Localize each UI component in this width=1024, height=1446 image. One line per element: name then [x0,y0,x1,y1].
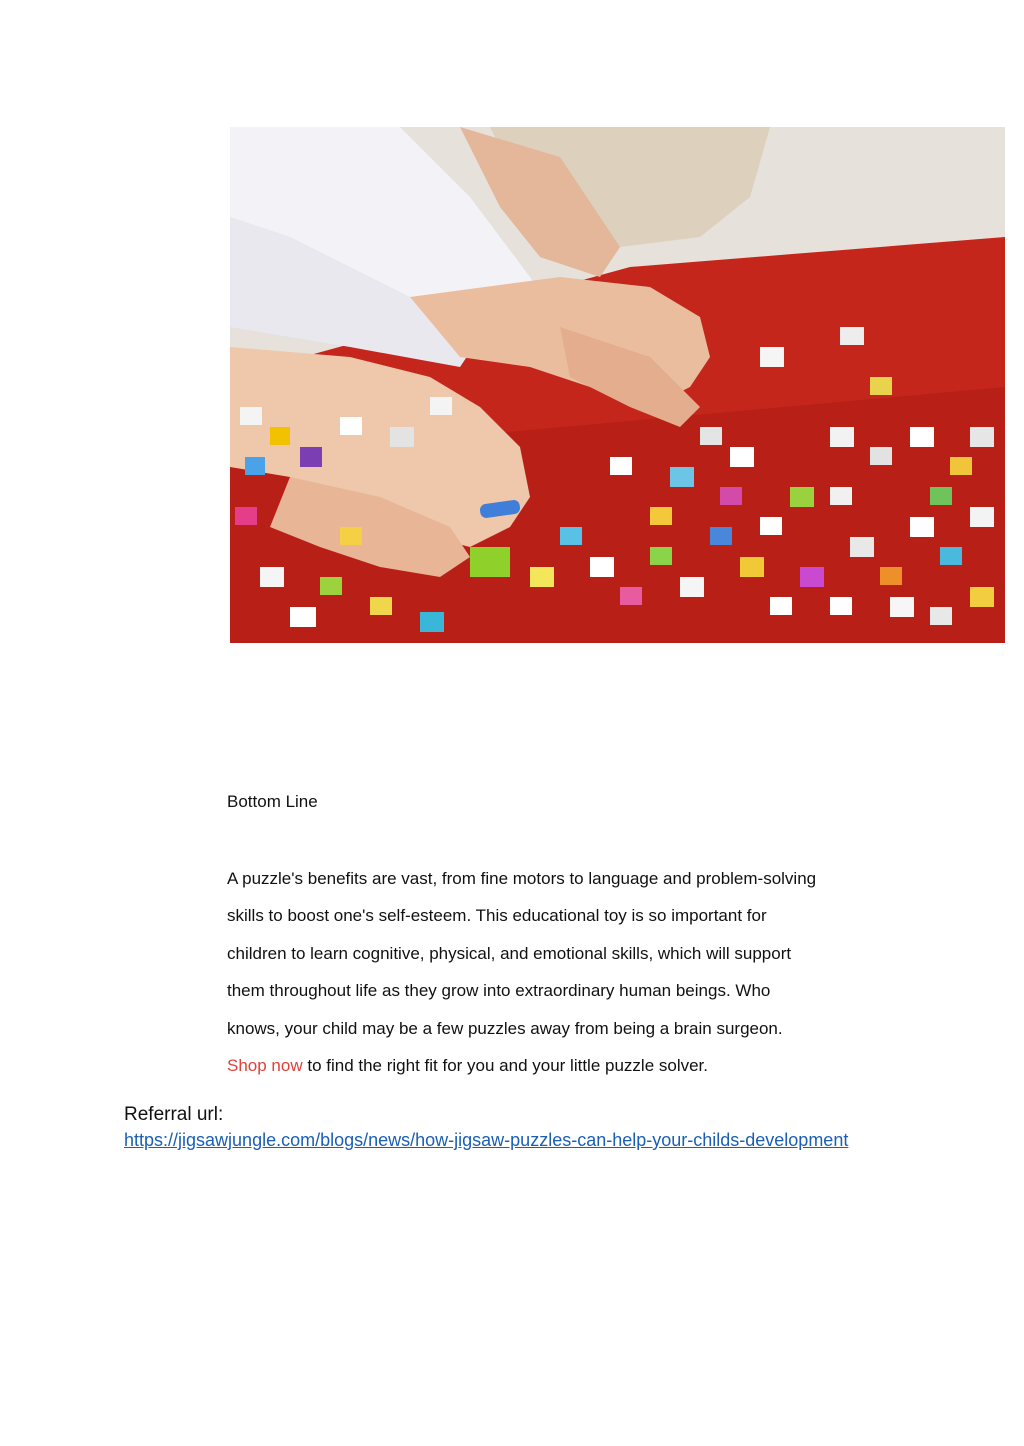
paragraph-line: knows, your child may be a few puzzles away from being a brain surgeon. [227,1018,783,1038]
paragraph-line: children to learn cognitive, physical, and emotional skills, which will support [227,943,792,963]
referral-url-link[interactable]: https://jigsawjungle.com/blogs/news/how-jigsaw-puzzles-can-help-your-childs-development [124,1130,849,1150]
shop-now-rest: to find the right fit for you and your little puzzle solver. [302,1055,709,1075]
paragraph-line: skills to boost one's self-esteem. This educational toy is so important for [227,906,767,926]
paragraph-last-line [227,1047,887,1084]
paragraph-line: A puzzle's benefits are vast, from fine motors to language and problem-solving [227,869,817,888]
paragraph-line: them throughout life as they grow into extraordinary human beings. Who [227,981,771,1001]
referral-label: Referral url: [124,1104,224,1125]
puzzle-photo [230,127,1005,643]
section-heading: Bottom Line [227,792,318,811]
shop-now-link[interactable]: Shop now [227,1055,303,1075]
paragraph [227,860,887,1084]
puzzle-photo-svg [230,127,1005,643]
